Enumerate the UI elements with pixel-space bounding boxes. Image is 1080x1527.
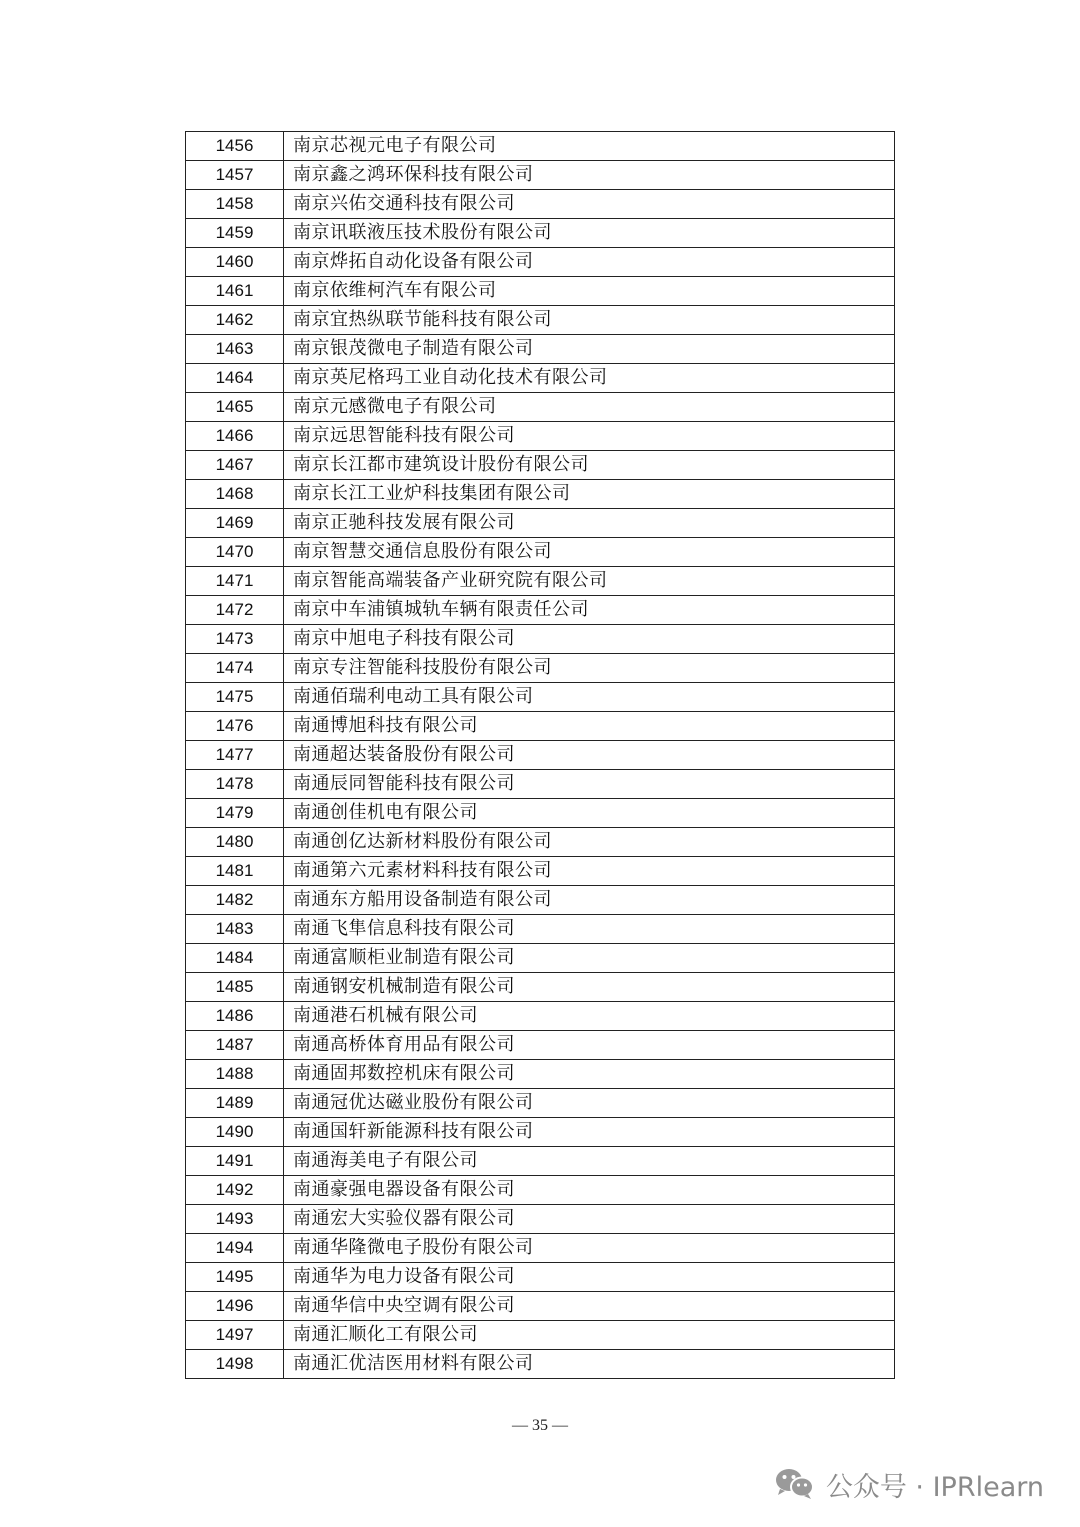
table-row: [186, 857, 895, 886]
row-number: 1463: [186, 335, 284, 364]
row-number: 1457: [186, 161, 284, 190]
table-row: [186, 1089, 895, 1118]
table-row: [186, 596, 895, 625]
table-row: [186, 364, 895, 393]
company-name: 南京烨拓自动化设备有限公司: [284, 248, 895, 277]
company-name: 南京专注智能科技股份有限公司: [284, 654, 895, 683]
table-row: [186, 393, 895, 422]
row-number: 1473: [186, 625, 284, 654]
company-list-table: [185, 131, 895, 1379]
company-name: 南通飞隼信息科技有限公司: [284, 915, 895, 944]
row-number: 1464: [186, 364, 284, 393]
table-row: [186, 161, 895, 190]
table-row: [186, 1234, 895, 1263]
row-number: 1456: [186, 132, 284, 161]
company-name: 南通华隆微电子股份有限公司: [284, 1234, 895, 1263]
row-number: 1491: [186, 1147, 284, 1176]
row-number: 1474: [186, 654, 284, 683]
table-row: [186, 799, 895, 828]
table-body: [186, 132, 895, 1379]
company-name: 南京宜热纵联节能科技有限公司: [284, 306, 895, 335]
company-name: 南京芯视元电子有限公司: [284, 132, 895, 161]
row-number: 1483: [186, 915, 284, 944]
company-name: 南京正驰科技发展有限公司: [284, 509, 895, 538]
company-name: 南京中旭电子科技有限公司: [284, 625, 895, 654]
company-name: 南京远思智能科技有限公司: [284, 422, 895, 451]
row-number: 1467: [186, 451, 284, 480]
row-number: 1471: [186, 567, 284, 596]
row-number: 1476: [186, 712, 284, 741]
company-name: 南通佰瑞利电动工具有限公司: [284, 683, 895, 712]
table-row: [186, 335, 895, 364]
row-number: 1470: [186, 538, 284, 567]
row-number: 1485: [186, 973, 284, 1002]
company-name: 南京智慧交通信息股份有限公司: [284, 538, 895, 567]
row-number: 1458: [186, 190, 284, 219]
company-name: 南京长江都市建筑设计股份有限公司: [284, 451, 895, 480]
table-row: [186, 1002, 895, 1031]
table-row: [186, 1263, 895, 1292]
table-row: [186, 741, 895, 770]
table-row: [186, 654, 895, 683]
row-number: 1484: [186, 944, 284, 973]
table-row: [186, 1031, 895, 1060]
company-name: 南通辰同智能科技有限公司: [284, 770, 895, 799]
company-name: 南通高桥体育用品有限公司: [284, 1031, 895, 1060]
table-row: [186, 509, 895, 538]
row-number: 1475: [186, 683, 284, 712]
company-name: 南京鑫之鸿环保科技有限公司: [284, 161, 895, 190]
watermark: [774, 1462, 1044, 1506]
table-row: [186, 1176, 895, 1205]
row-number: 1472: [186, 596, 284, 625]
company-name: 南通冠优达磁业股份有限公司: [284, 1089, 895, 1118]
row-number: 1487: [186, 1031, 284, 1060]
table-row: [186, 625, 895, 654]
row-number: 1481: [186, 857, 284, 886]
row-number: 1497: [186, 1321, 284, 1350]
table-row: [186, 915, 895, 944]
company-name: 南通华信中央空调有限公司: [284, 1292, 895, 1321]
table-row: [186, 886, 895, 915]
row-number: 1465: [186, 393, 284, 422]
company-name: 南通固邦数控机床有限公司: [284, 1060, 895, 1089]
table-row: [186, 1147, 895, 1176]
table-row: [186, 1205, 895, 1234]
row-number: 1498: [186, 1350, 284, 1379]
table-row: [186, 277, 895, 306]
table-row: [186, 1292, 895, 1321]
company-name: 南京长江工业炉科技集团有限公司: [284, 480, 895, 509]
wechat-icon: [774, 1466, 816, 1502]
company-name: 南京智能高端装备产业研究院有限公司: [284, 567, 895, 596]
company-name: 南京中车浦镇城轨车辆有限责任公司: [284, 596, 895, 625]
company-name: 南京讯联液压技术股份有限公司: [284, 219, 895, 248]
page-number: — 35 —: [512, 1417, 568, 1434]
company-name: 南通华为电力设备有限公司: [284, 1263, 895, 1292]
table-row: [186, 1118, 895, 1147]
table-row: [186, 422, 895, 451]
company-name: 南通国轩新能源科技有限公司: [284, 1118, 895, 1147]
row-number: 1469: [186, 509, 284, 538]
row-number: 1493: [186, 1205, 284, 1234]
row-number: 1466: [186, 422, 284, 451]
row-number: 1461: [186, 277, 284, 306]
table-row: [186, 683, 895, 712]
table-row: [186, 944, 895, 973]
watermark-text: 公众号 · IPRlearn: [825, 1471, 1044, 1503]
row-number: 1478: [186, 770, 284, 799]
table-row: [186, 1321, 895, 1350]
row-number: 1462: [186, 306, 284, 335]
row-number: 1488: [186, 1060, 284, 1089]
table-row: [186, 567, 895, 596]
row-number: 1460: [186, 248, 284, 277]
row-number: 1459: [186, 219, 284, 248]
company-name: 南京依维柯汽车有限公司: [284, 277, 895, 306]
company-name: 南京银茂微电子制造有限公司: [284, 335, 895, 364]
company-name: 南京元感微电子有限公司: [284, 393, 895, 422]
table-row: [186, 248, 895, 277]
table-row: [186, 451, 895, 480]
company-name: 南通创佳机电有限公司: [284, 799, 895, 828]
company-name: 南通宏大实验仪器有限公司: [284, 1205, 895, 1234]
table-row: [186, 480, 895, 509]
row-number: 1482: [186, 886, 284, 915]
company-name: 南通东方船用设备制造有限公司: [284, 886, 895, 915]
company-name: 南京英尼格玛工业自动化技术有限公司: [284, 364, 895, 393]
row-number: 1496: [186, 1292, 284, 1321]
row-number: 1490: [186, 1118, 284, 1147]
table-row: [186, 828, 895, 857]
table-row: [186, 306, 895, 335]
table-row: [186, 1060, 895, 1089]
row-number: 1480: [186, 828, 284, 857]
company-name: 南通富顺柜业制造有限公司: [284, 944, 895, 973]
company-name: 南通创亿达新材料股份有限公司: [284, 828, 895, 857]
company-name: 南通豪强电器设备有限公司: [284, 1176, 895, 1205]
company-name: 南通博旭科技有限公司: [284, 712, 895, 741]
company-name: 南京兴佑交通科技有限公司: [284, 190, 895, 219]
company-name: 南通汇优洁医用材料有限公司: [284, 1350, 895, 1379]
company-name: 南通第六元素材料科技有限公司: [284, 857, 895, 886]
company-name: 南通港石机械有限公司: [284, 1002, 895, 1031]
row-number: 1486: [186, 1002, 284, 1031]
table-row: [186, 712, 895, 741]
row-number: 1492: [186, 1176, 284, 1205]
table-row: [186, 770, 895, 799]
row-number: 1494: [186, 1234, 284, 1263]
table-row: [186, 1350, 895, 1379]
company-name: 南通海美电子有限公司: [284, 1147, 895, 1176]
company-name: 南通汇顺化工有限公司: [284, 1321, 895, 1350]
table-row: [186, 219, 895, 248]
row-number: 1468: [186, 480, 284, 509]
company-name: 南通钢安机械制造有限公司: [284, 973, 895, 1002]
table-row: [186, 538, 895, 567]
row-number: 1495: [186, 1263, 284, 1292]
table-row: [186, 973, 895, 1002]
row-number: 1479: [186, 799, 284, 828]
company-name: 南通超达装备股份有限公司: [284, 741, 895, 770]
row-number: 1477: [186, 741, 284, 770]
row-number: 1489: [186, 1089, 284, 1118]
table-row: [186, 132, 895, 161]
table-row: [186, 190, 895, 219]
